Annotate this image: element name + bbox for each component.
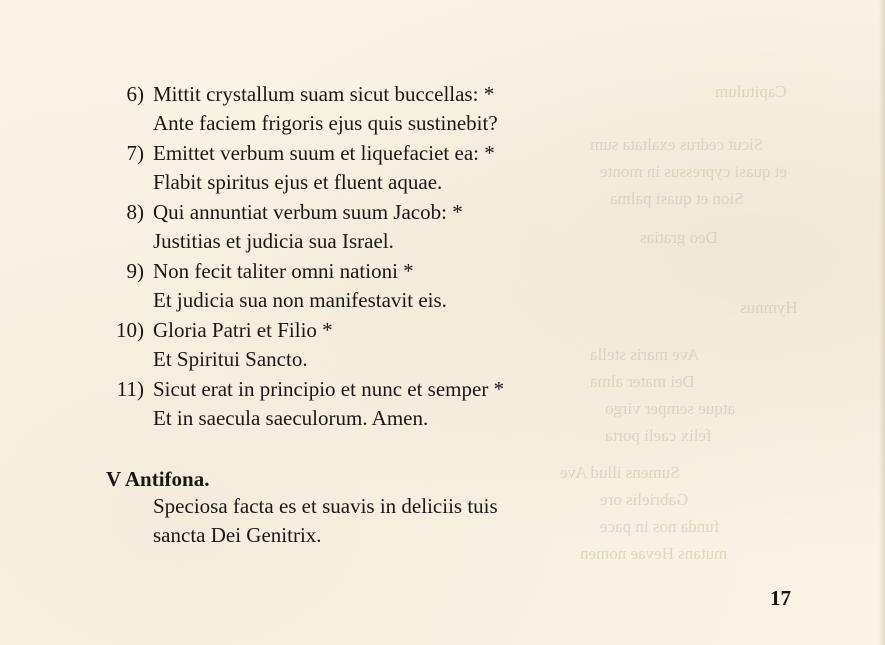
antiphon-heading: V Antifona. bbox=[106, 467, 210, 491]
verse-line-2: Flabit spiritus ejus et fluent aquae. bbox=[153, 170, 443, 194]
antiphon-line-1: Speciosa facta es et suavis in deliciis tuis bbox=[153, 494, 498, 518]
verse-number: 10) bbox=[116, 318, 144, 342]
verse-line-1: Gloria Patri et Filio * bbox=[153, 318, 333, 342]
verse-line-2: Et judicia sua non manifestavit eis. bbox=[153, 288, 447, 312]
verse-number: 8) bbox=[126, 200, 144, 224]
page-number: 17 bbox=[770, 586, 791, 610]
verse-line-2: Justitias et judicia sua Israel. bbox=[153, 229, 394, 253]
verse-line-1: Sicut erat in principio et nunc et semper * bbox=[153, 377, 505, 401]
verse-line-2: Et Spiritui Sancto. bbox=[153, 347, 308, 371]
verse-line-1: Non fecit taliter omni nationi * bbox=[153, 259, 414, 283]
verse-line-2: Ante faciem frigoris ejus quis sustinebit? bbox=[153, 111, 498, 135]
verse-number: 11) bbox=[116, 377, 144, 401]
verse-line-1: Qui annuntiat verbum suum Jacob: * bbox=[153, 200, 463, 224]
verse-number: 6) bbox=[126, 82, 144, 106]
antiphon-line-2: sancta Dei Genitrix. bbox=[153, 523, 322, 547]
verse-line-1: Emittet verbum suum et liquefaciet ea: * bbox=[153, 141, 495, 165]
page-edge-shadow bbox=[879, 0, 885, 645]
verse-line-1: Mittit crystallum suam sicut buccellas: * bbox=[153, 82, 495, 106]
verse-number: 9) bbox=[126, 259, 144, 283]
show-through-texture: Capitulum Sicut cedrus exaltata sum et quasi cypressus in monte Sion et quasi palma Deo gratias Hymnus Ave maris stella Dei mater alma atque semper virgo felix caeli porta Sumens illud Ave Gabrielis ore funda nos in pace mutans Hevae nomen bbox=[560, 82, 798, 563]
verse-line-2: Et in saecula saeculorum. Amen. bbox=[153, 406, 429, 430]
verse-number: 7) bbox=[126, 141, 144, 165]
